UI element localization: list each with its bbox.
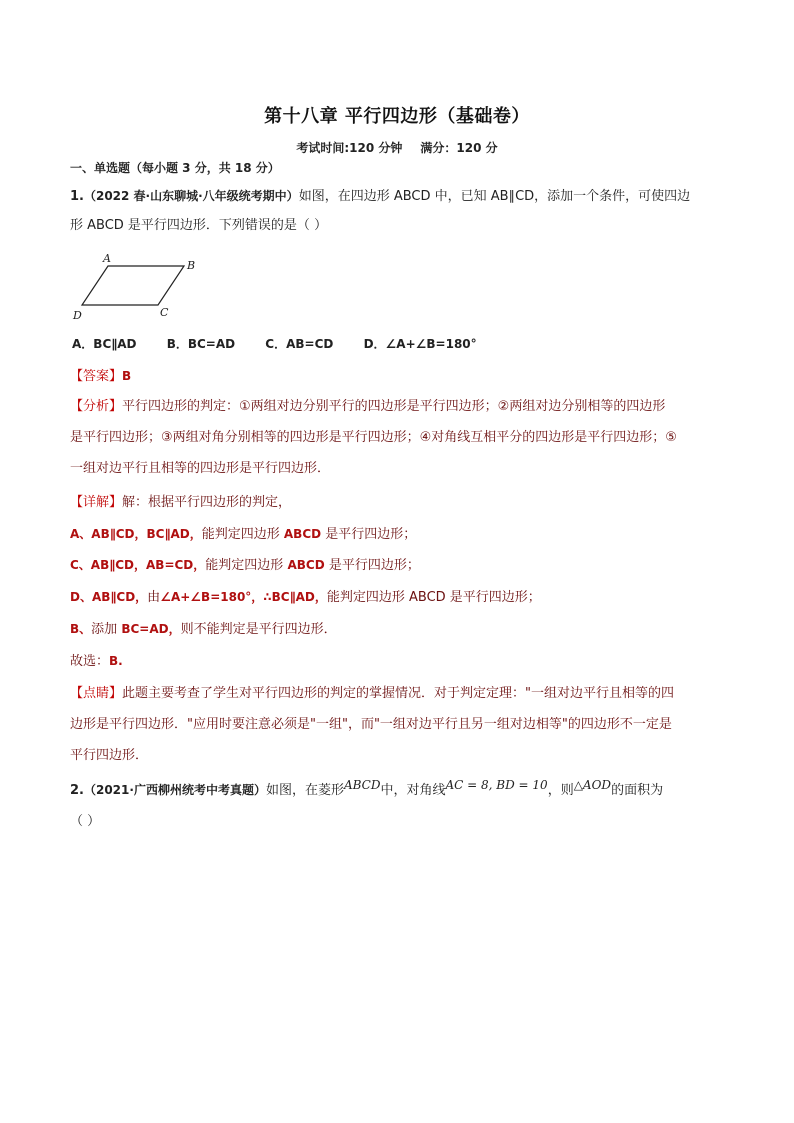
question-1-stem-line-2: 形 ABCD 是平行四边形．下列错误的是（ ）	[70, 218, 328, 233]
detail-item-b: B、添加 BC=AD，则不能判定是平行四边形．	[70, 622, 337, 637]
section-heading: 一、单选题（每小题 3 分，共 18 分）	[70, 161, 280, 175]
parallelogram-figure	[66, 248, 216, 328]
exam-time: 考试时间:120 分钟	[296, 141, 403, 155]
answer-value: B	[122, 369, 132, 383]
answer-line	[70, 366, 131, 387]
page-title: 第十八章 平行四边形（基础卷）	[264, 106, 530, 127]
question-number: 1.	[70, 189, 84, 204]
analysis-line-1: 【分析】平行四边形的判定：①两组对边分别平行的四边形是平行四边形；②两组对边分别相等的四边形	[70, 399, 666, 414]
vertex-c-label: C	[160, 306, 169, 319]
analysis-line-3: 一组对边平行且相等的四边形是平行四边形．	[70, 461, 331, 476]
question-2-stem-line-1: 2.（2021·广西柳州统考中考真题）如图，在菱形ABCD中，对角线AC = 8, BD = 10，则△AOD的面积为	[70, 778, 664, 798]
detail-item-c: C、AB∥CD，AB=CD，能判定四边形 ABCD 是平行四边形；	[70, 558, 420, 573]
exam-info	[0, 139, 794, 156]
question-stem: 如图，在四边形 ABCD 中，已知 AB∥CD，添加一个条件，可使四边	[298, 189, 691, 204]
detail-tag: 【详解】	[70, 495, 123, 510]
detail-item-a: A、AB∥CD，BC∥AD，能判定四边形 ABCD 是平行四边形；	[70, 527, 417, 542]
question-source: （2022 春·山东聊城·八年级统考期中）	[83, 189, 299, 203]
question-1-options	[72, 335, 503, 352]
detail-item-d: D、AB∥CD，由∠A+∠B=180°，∴BC∥AD，能判定四边形 ABCD 是平行四边形；	[70, 590, 541, 605]
question-source: （2021·广西柳州统考中考真题）	[83, 783, 266, 797]
vertex-d-label: D	[73, 309, 82, 322]
option-c: C．AB=CD	[265, 337, 334, 351]
option-d: D．∠A+∠B=180°	[363, 337, 477, 351]
analysis-line-2: 是平行四边形；③两组对角分别相等的四边形是平行四边形；④对角线互相平分的四边形是平行四边形；⑤	[70, 430, 677, 445]
detail-conclusion: 故选：B.	[70, 654, 123, 669]
question-number: 2.	[70, 783, 84, 798]
math-rhombus-abcd: ABCD	[343, 778, 381, 792]
analysis-tag: 【分析】	[70, 399, 123, 414]
option-b: B．BC=AD	[166, 337, 236, 351]
math-diagonals: AC = 8, BD = 10	[445, 778, 548, 792]
comment-line-2: 边形是平行四边形．"应用时要注意必须是"一组"，而"一组对边平行且另一组对边相等"的四边形不一定是	[70, 717, 672, 732]
comment-tag: 【点睛】	[70, 686, 123, 701]
comment-line-1: 【点睛】此题主要考查了学生对平行四边形的判定的掌握情况．对于判定定理："一组对边平行且相等的四	[70, 686, 674, 701]
full-score: 满分：120 分	[420, 141, 498, 155]
vertex-a-label: A	[103, 252, 111, 265]
answer-tag: 【答案】	[70, 369, 123, 384]
question-1-stem-line-1	[70, 186, 690, 207]
comment-line-3: 平行四边形．	[70, 748, 149, 763]
question-2-stem-line-2: （ ）	[70, 814, 101, 829]
math-triangle-aod: △AOD	[573, 778, 612, 792]
detail-intro-line: 【详解】解：根据平行四边形的判定，	[70, 495, 292, 510]
option-a: A．BC∥AD	[72, 337, 137, 351]
vertex-b-label: B	[187, 259, 196, 272]
